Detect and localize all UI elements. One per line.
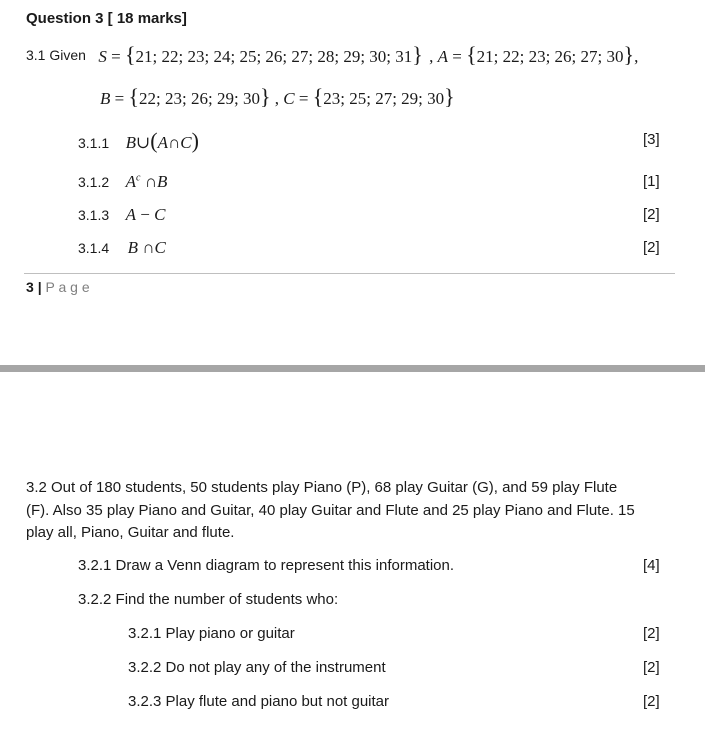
item-3-1-4 — [78, 238, 166, 258]
marks: [4] — [643, 557, 660, 574]
question-paragraph — [26, 477, 635, 545]
item-3-1-2 — [78, 172, 167, 192]
set-b-elements: 22; 23; 26; 29; 30 — [139, 89, 260, 108]
marks: [1] — [643, 173, 660, 190]
subquestion-3-2-3: 3.2.3 Play flute and piano but not guitar — [128, 693, 390, 710]
set-b: B = {22; 23; 26; 29; 30} — [100, 84, 271, 109]
set-a-elements: 21; 22; 23; 26; 27; 30 — [476, 47, 624, 66]
set-c-elements: 23; 25; 27; 29; 30 — [323, 89, 445, 108]
page-number: 3 — [26, 279, 34, 295]
marks: [2] — [643, 659, 660, 676]
question-title: Question 3 [ 18 marks] — [26, 10, 187, 27]
item-number: 3.1.2 — [78, 174, 110, 190]
paragraph-line-3: play all, Piano, Guitar and flute. — [26, 524, 235, 541]
marks: [2] — [643, 625, 660, 642]
given-label: 3.1 Given — [26, 47, 86, 63]
paragraph-line-2: (F). Also 35 play Piano and Guitar, 40 play Guitar and Flute and 25 play Piano and Flute. 15 — [26, 501, 635, 519]
set-a: , A = {21; 22; 23; 26; 27; 30}, — [429, 42, 639, 67]
set-s: S = {21; 22; 23; 24; 25; 26; 27; 28; 29; 30; 31} — [98, 42, 423, 67]
venn-instruction: 3.2.1 Draw a Venn diagram to represent this information. — [78, 557, 455, 574]
footer-rule — [24, 273, 675, 274]
subquestion-3-2-2: 3.2.2 Do not play any of the instrument — [128, 659, 386, 676]
given-line — [26, 42, 638, 72]
marks: [3] — [643, 131, 660, 148]
given-line-2 — [100, 84, 455, 114]
marks: [2] — [643, 239, 660, 256]
set-c: , C = {23; 25; 27; 29; 30} — [274, 84, 455, 109]
expression: B∪(A∩C) — [125, 128, 199, 153]
page-break — [0, 365, 705, 372]
subquestion-3-2-1: 3.2.1 Play piano or guitar — [128, 625, 295, 642]
item-number: 3.1.3 — [78, 207, 110, 223]
page-footer — [26, 279, 90, 295]
expression: B ∩C — [127, 238, 166, 257]
marks: [2] — [643, 693, 660, 710]
paragraph-line-1: 3.2 Out of 180 students, 50 students play Piano (P), 68 play Guitar (G), and 59 play Flute — [26, 479, 618, 496]
expression: A − C — [125, 205, 166, 224]
item-3-1-3 — [78, 205, 165, 225]
item-number: 3.1.1 — [78, 135, 110, 151]
find-instruction: 3.2.2 Find the number of students who: — [78, 591, 339, 608]
set-s-elements: 21; 22; 23; 24; 25; 26; 27; 28; 29; 30; 31 — [135, 47, 413, 66]
item-3-1-1 — [78, 128, 199, 154]
footer-separator: | — [37, 279, 42, 295]
page-word: P a g e — [45, 279, 90, 295]
expression: $A^c$ ∩B — [125, 172, 168, 191]
item-number: 3.1.4 — [78, 240, 110, 256]
marks: [2] — [643, 206, 660, 223]
